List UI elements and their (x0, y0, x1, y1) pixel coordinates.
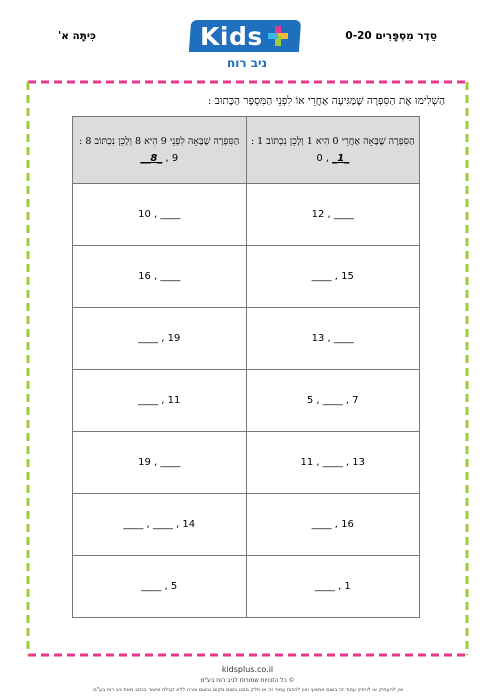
cell-text: 13 , ____ (311, 333, 354, 344)
answer-cell-before[interactable] (73, 246, 247, 308)
answer-cell-before[interactable] (73, 184, 247, 246)
table-row (73, 308, 420, 370)
answer-cell-after[interactable] (246, 432, 420, 494)
table-row (73, 246, 420, 308)
kids-logo (190, 20, 300, 72)
header-text-after: הַסִּפְרָה שֶׁבָּאָה אַחֲרֵי 0 הִיא 1 וְלָכֵן נִכְתּוֹב 1 : (250, 136, 415, 147)
table-header-row (73, 117, 420, 184)
example-before-suffix: , 9 (162, 153, 179, 164)
grade-label: כִּיתָּה א' (58, 30, 96, 42)
answer-cell-after[interactable] (246, 308, 420, 370)
answer-cell-after[interactable] (246, 556, 420, 618)
answer-cell-before[interactable] (73, 494, 247, 556)
cell-text: 10 , ____ (138, 209, 181, 220)
table-row (73, 370, 420, 432)
logo-text: Kids (200, 22, 263, 51)
table-row (73, 494, 420, 556)
logo-subtitle: ניב רוח (226, 56, 268, 70)
cell-text: ____ , 5 (141, 581, 178, 592)
answer-cell-before[interactable] (73, 432, 247, 494)
worksheet-title: סֵדֶר מִסְפָּרִים 0-20 (345, 30, 437, 42)
header-cell-after (246, 117, 420, 184)
table-row (73, 184, 420, 246)
table-row (73, 556, 420, 618)
example-after-answer: _1_ (332, 153, 350, 164)
footer-legal-notice: אין להעתיק או להפיץ עמוד זה בשום אמצעי ואין לכסות עמוד זה או חלק ממנו בשום מקום ובשום צורה ללא קבלת אישור בכתב מאת ניב רוח בע"מ. (91, 687, 404, 693)
table-row (73, 432, 420, 494)
cell-text: ____ , 19 (138, 333, 181, 344)
cell-text: ____ , 15 (311, 271, 354, 282)
header-cell-before (73, 117, 247, 184)
answer-cell-before[interactable] (73, 370, 247, 432)
footer-site-link[interactable]: kidsplus.co.il (221, 665, 274, 674)
cell-text: 19 , ____ (138, 457, 181, 468)
answer-cell-after[interactable] (246, 246, 420, 308)
cell-text: 5 , ____ , 7 (306, 395, 359, 406)
header-text-before: הַסִּפְרָה שֶׁבָּאָה לִפְנֵי 9 הִיא 8 וְלָכֵן נִכְתּוֹב 8 : (79, 136, 240, 147)
answer-cell-after[interactable] (246, 370, 420, 432)
footer-copyright: © כל הזכויות שמורות לניב רוח בע"מ (200, 677, 295, 684)
cell-text: 12 , ____ (311, 209, 354, 220)
cell-text: 16 , ____ (138, 271, 181, 282)
answer-cell-after[interactable] (246, 184, 420, 246)
answer-cell-before[interactable] (73, 308, 247, 370)
cell-text: ____ , 1 (314, 581, 351, 592)
cell-text: 11 , ____ , 13 (300, 457, 366, 468)
instruction-text: הַשְׁלִימוּ אֶת הַסִּפְרָה שֶׁמַּגִּיעָה אַחֲרֵי אוֹ לִפְנֵי הַמִּסְפָּר הַכָּתוּב : (207, 95, 445, 107)
answer-cell-before[interactable] (73, 556, 247, 618)
cell-text: ____ , ____ , 14 (123, 519, 196, 530)
example-before-answer: __8_ (140, 153, 163, 164)
plus-icon (268, 26, 288, 46)
answer-cell-after[interactable] (246, 494, 420, 556)
example-before (73, 151, 246, 166)
example-after (247, 151, 420, 166)
cell-text: ____ , 11 (138, 395, 181, 406)
cell-text: ____ , 16 (311, 519, 354, 530)
exercise-table (72, 116, 420, 618)
example-after-prefix: 0 , (316, 153, 333, 164)
